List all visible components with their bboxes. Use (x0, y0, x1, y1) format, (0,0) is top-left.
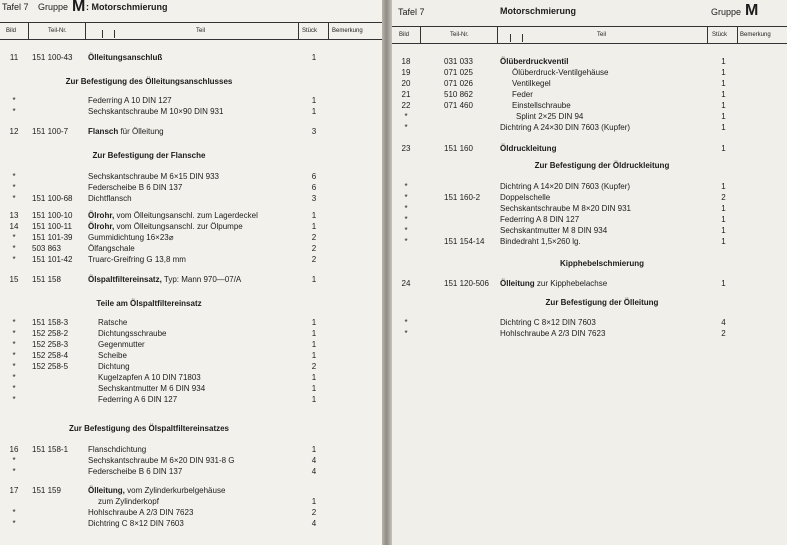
part-description (98, 383, 205, 394)
page-header (0, 0, 382, 18)
part-description-text: Sechskantmutter M 6 DIN 934 (98, 384, 206, 393)
table-row (392, 317, 787, 328)
part-number: 151 100-43 (32, 53, 73, 62)
part-description-text: Dichtring A 24×30 DIN 7603 (Kupfer) (500, 123, 631, 132)
bild-number: * (12, 318, 16, 327)
part-description (500, 317, 596, 328)
part-description (500, 56, 568, 67)
part-description (88, 444, 146, 455)
bild-number: 14 (9, 222, 19, 231)
col-bemerkung: Bemerkung (740, 32, 771, 38)
table-row (0, 232, 382, 243)
part-description (88, 221, 243, 232)
table-row (392, 78, 787, 89)
bild-number: 22 (401, 101, 411, 110)
part-description-text: Gummidichtung 16×23⌀ (88, 233, 174, 242)
part-description (98, 350, 127, 361)
part-number: 151 160-2 (444, 193, 481, 202)
part-description (500, 278, 607, 289)
bild-number: * (12, 329, 16, 338)
part-description (88, 518, 184, 529)
part-description-text: Hohlschraube A 2/3 DIN 7623 (88, 508, 194, 517)
part-description-text: Kugelzapfen A 10 DIN 71803 (98, 373, 201, 382)
quantity: 4 (311, 456, 317, 465)
part-description-text: Ölfangschale (88, 244, 135, 253)
quantity: 1 (721, 112, 726, 121)
bild-number: 18 (401, 57, 411, 66)
part-description (500, 192, 550, 203)
part-description (500, 236, 581, 247)
quantity: 2 (311, 233, 317, 242)
table-row (392, 203, 787, 214)
part-number: 151 100-10 (32, 211, 73, 220)
bild-number: * (12, 395, 16, 404)
quantity: 2 (311, 362, 317, 371)
quantity: 4 (311, 519, 317, 528)
table-row (392, 111, 787, 122)
table-row (0, 339, 382, 350)
table-row (392, 214, 787, 225)
bild-number: 23 (401, 144, 411, 153)
bild-number: * (12, 362, 16, 371)
part-description-text: Einstellschraube (512, 101, 571, 110)
table-row (0, 372, 382, 383)
part-description-text: Doppelschelle (500, 193, 551, 202)
part-description (88, 126, 164, 137)
part-number: 151 100-11 (32, 222, 72, 231)
table-row (0, 466, 382, 477)
part-number: 151 158-3 (32, 318, 69, 327)
part-description-text: zum Zylinderkopf (98, 497, 159, 506)
part-description-text: Ventilkegel (512, 79, 551, 88)
bild-number: 24 (401, 279, 411, 288)
part-description (88, 95, 172, 106)
bild-number: * (404, 112, 408, 121)
quantity: 1 (721, 68, 726, 77)
table-row (0, 126, 382, 137)
quantity: 3 (311, 127, 317, 136)
part-description-text: Dichtring C 8×12 DIN 7603 (88, 519, 184, 528)
part-description-bold: Ölrohr, (88, 222, 115, 231)
quantity: 1 (311, 373, 317, 382)
table-row (392, 143, 787, 154)
tafel-label: Tafel 7 (2, 2, 29, 12)
table-row (0, 317, 382, 328)
part-description (500, 143, 556, 154)
right-page (392, 0, 787, 545)
quantity: 1 (721, 90, 726, 99)
part-description (88, 254, 186, 265)
part-description-text: für Ölleitung (118, 127, 164, 136)
part-number: 152 258-5 (32, 362, 69, 371)
table-row (0, 383, 382, 394)
table-row (392, 225, 787, 236)
book-gutter (382, 0, 392, 545)
part-number: 503 863 (32, 244, 61, 253)
quantity: 1 (311, 329, 317, 338)
part-description (98, 339, 145, 350)
part-description (98, 361, 130, 372)
part-description (88, 193, 132, 204)
part-description-text: Sechskantschraube M 6×20 DIN 931-8 G (88, 456, 235, 465)
col-bild: Bild (399, 32, 410, 38)
part-description-text: zur Kipphebelachse (534, 279, 608, 288)
section-heading: Zur Befestigung des Ölleitungsanschlusses (65, 77, 233, 86)
part-description (88, 455, 235, 466)
table-row (392, 100, 787, 111)
col-teil: Teil (196, 28, 206, 34)
part-description-text: Federring A 6 DIN 127 (98, 395, 178, 404)
part-description-text: Hohlschraube A 2/3 DIN 7623 (500, 329, 606, 338)
part-number: 152 258-3 (32, 340, 69, 349)
quantity: 1 (721, 101, 726, 110)
part-description (98, 317, 127, 328)
part-description-text: Federscheibe B 6 DIN 137 (88, 467, 183, 476)
quantity: 1 (721, 237, 726, 246)
quantity: 2 (311, 244, 317, 253)
table-row (392, 122, 787, 133)
table-row (0, 518, 382, 529)
quantity: 1 (721, 215, 726, 224)
part-number: 071 460 (444, 101, 473, 110)
part-description-bold: Ölleitung, (88, 486, 125, 495)
bild-number: * (12, 183, 16, 192)
part-number: 152 258-4 (32, 351, 69, 360)
bild-number: * (404, 226, 408, 235)
part-description (98, 328, 166, 339)
part-description-text: Ölüberdruckventil (500, 57, 569, 66)
part-description-text: Dichtung (98, 362, 130, 371)
part-description-text: Dichtring A 14×20 DIN 7603 (Kupfer) (500, 182, 631, 191)
part-description-text: vom Zylinderkurbelgehäuse (124, 486, 226, 495)
table-row (0, 106, 382, 117)
part-number: 151 100-7 (32, 127, 69, 136)
quantity: 1 (721, 226, 726, 235)
table-row (0, 350, 382, 361)
quantity: 4 (721, 318, 726, 327)
part-description-text: Federring A 8 DIN 127 (500, 215, 580, 224)
table-row (0, 328, 382, 339)
part-description-text: Ölüberdruck-Ventilgehäuse (512, 68, 609, 77)
bild-number: 21 (401, 90, 411, 99)
part-description (500, 328, 605, 339)
part-description (88, 485, 225, 496)
part-description-text: Federscheibe B 6 DIN 137 (88, 183, 183, 192)
table-row (0, 254, 382, 265)
quantity: 1 (311, 340, 317, 349)
section-heading: Zur Befestigung der Flansche (92, 151, 206, 160)
table-row (392, 181, 787, 192)
part-description-text: vom Ölleitungsanschl. zum Lagerdeckel (114, 211, 258, 220)
part-description-text: Sechskantschraube M 10×90 DIN 931 (88, 107, 224, 116)
part-number: 151 120-506 (444, 279, 489, 288)
bild-number: * (12, 351, 16, 360)
table-row (0, 485, 382, 496)
part-description-text: Truarc-Greifring G 13,8 mm (88, 255, 186, 264)
part-description-text: Flanschdichtung (88, 445, 147, 454)
part-description-text: Sechskantschraube M 8×20 DIN 931 (500, 204, 631, 213)
part-description (88, 466, 182, 477)
part-number: 031 033 (444, 57, 473, 66)
table-row (0, 361, 382, 372)
part-number: 071 025 (444, 68, 473, 77)
quantity: 1 (721, 79, 726, 88)
part-description (88, 171, 219, 182)
table-row (392, 56, 787, 67)
part-description-text: Dichtflansch (88, 194, 132, 203)
table-row (0, 507, 382, 518)
tafel-label: Tafel 7 (398, 7, 425, 17)
left-page (0, 0, 382, 545)
bild-number: 17 (9, 486, 19, 495)
part-number: 152 258-2 (32, 329, 69, 338)
quantity: 3 (311, 194, 317, 203)
quantity: 1 (311, 275, 317, 284)
part-description-text: Bindedraht 1,5×260 lg. (500, 237, 581, 246)
part-description-bold: Ölleitung (500, 279, 535, 288)
part-description (500, 214, 579, 225)
quantity: 1 (311, 384, 317, 393)
col-teil-nr: Teil-Nr. (48, 28, 67, 34)
quantity: 2 (721, 329, 726, 338)
bild-number: * (12, 96, 16, 105)
part-number: 151 154-14 (444, 237, 485, 246)
part-description (88, 52, 162, 63)
page-title: : Motorschmierung (86, 2, 168, 12)
quantity: 1 (311, 318, 317, 327)
quantity: 6 (311, 172, 317, 181)
part-description-bold: Ölrohr, (88, 211, 115, 220)
part-description-text: Ölleitungsanschluß (88, 53, 163, 62)
part-description-text: Öldruckleitung (500, 144, 557, 153)
section-heading: Teile am Ölspaltfiltereinsatz (96, 299, 202, 308)
col-stueck: Stück (712, 32, 728, 38)
table-row (0, 444, 382, 455)
page-title: Motorschmierung (500, 6, 577, 16)
quantity: 2 (721, 193, 726, 202)
quantity: 1 (311, 351, 317, 360)
bild-number: * (404, 215, 408, 224)
part-number: 151 158 (32, 275, 61, 284)
table-row (0, 394, 382, 405)
quantity: 1 (311, 96, 317, 105)
part-number: 151 100-68 (32, 194, 73, 203)
part-description-text: Federring A 10 DIN 127 (88, 96, 172, 105)
col-stueck: Stück (302, 28, 318, 34)
bild-number: * (404, 329, 408, 338)
part-description-text: Dichtring C 8×12 DIN 7603 (500, 318, 596, 327)
table-row (392, 236, 787, 247)
part-description (98, 496, 159, 507)
bild-number: * (12, 384, 16, 393)
table-row (0, 221, 382, 232)
part-description (516, 111, 583, 122)
quantity: 1 (721, 144, 726, 153)
bild-number: 13 (9, 211, 19, 220)
table-row (392, 278, 787, 289)
bild-number: * (404, 182, 408, 191)
part-description (88, 507, 193, 518)
table-row (0, 274, 382, 285)
table-row (392, 89, 787, 100)
table-header (392, 26, 787, 44)
bild-number: * (12, 194, 16, 203)
bild-number: * (404, 237, 408, 246)
part-description-text: Splint 2×25 DIN 94 (516, 112, 584, 121)
table-row (0, 243, 382, 254)
table-row (392, 192, 787, 203)
bild-number: 19 (401, 68, 411, 77)
page-header (392, 4, 787, 22)
part-description (98, 394, 177, 405)
table-row (0, 182, 382, 193)
part-description-text: Sechskantmutter M 8 DIN 934 (500, 226, 608, 235)
part-description-bold: Ölspaltfiltereinsatz, (88, 275, 162, 284)
quantity: 1 (311, 222, 317, 231)
table-row (0, 455, 382, 466)
bild-number: * (404, 204, 408, 213)
bild-number: * (404, 193, 408, 202)
part-number: 151 101-42 (32, 255, 73, 264)
quantity: 1 (311, 107, 317, 116)
quantity: 1 (311, 395, 317, 404)
bild-number: * (12, 172, 16, 181)
section-heading: Zur Befestigung des Ölspaltfiltereinsatzes (68, 424, 230, 433)
bild-number: * (404, 123, 408, 132)
part-description-text: Gegenmutter (98, 340, 145, 349)
part-description-text: Dichtungsschraube (98, 329, 167, 338)
table-header (0, 22, 382, 40)
bild-number: * (12, 233, 16, 242)
table-row (0, 210, 382, 221)
col-teil-nr: Teil-Nr. (450, 32, 469, 38)
part-description-text: Sechskantschraube M 6×15 DIN 933 (88, 172, 219, 181)
quantity: 1 (311, 211, 317, 220)
part-number: 151 158-1 (32, 445, 69, 454)
part-description-text: Typ: Mann 970—07/A (161, 275, 242, 284)
part-description (512, 100, 571, 111)
part-description (98, 372, 201, 383)
quantity: 4 (311, 467, 317, 476)
part-number: 151 101-39 (32, 233, 73, 242)
part-description (500, 203, 631, 214)
part-description (500, 122, 630, 133)
part-number: 071 026 (444, 79, 473, 88)
part-description-bold: Flansch (88, 127, 119, 136)
table-row (392, 328, 787, 339)
bild-number: * (12, 508, 16, 517)
bild-number: 12 (9, 127, 19, 136)
bild-number: * (12, 456, 16, 465)
gruppe-letter: M (745, 2, 759, 19)
bild-number: 11 (9, 53, 19, 62)
quantity: 1 (721, 123, 726, 132)
table-row (0, 193, 382, 204)
quantity: 1 (311, 445, 317, 454)
quantity: 2 (311, 508, 317, 517)
table-row (0, 171, 382, 182)
part-description-text: Ratsche (98, 318, 128, 327)
quantity: 1 (721, 279, 726, 288)
part-description (88, 232, 174, 243)
part-description (88, 210, 258, 221)
part-description (500, 225, 607, 236)
quantity: 1 (721, 57, 726, 66)
table-row (0, 52, 382, 63)
col-bild: Bild (6, 28, 17, 34)
bild-number: * (12, 467, 16, 476)
part-description (88, 243, 135, 254)
section-heading: Zur Befestigung der Öldruckleitung (534, 161, 670, 170)
bild-number: 20 (401, 79, 411, 88)
bild-number: * (12, 244, 16, 253)
bild-number: * (404, 318, 408, 327)
part-description (88, 106, 223, 117)
quantity: 2 (311, 255, 317, 264)
bild-number: * (12, 107, 16, 116)
part-description (512, 78, 551, 89)
part-description (88, 274, 241, 285)
gruppe-letter: M (72, 0, 86, 15)
part-description-text: Scheibe (98, 351, 127, 360)
part-number: 151 160 (444, 144, 473, 153)
part-description (512, 89, 533, 100)
bild-number: * (12, 519, 16, 528)
quantity: 1 (311, 53, 317, 62)
bild-number: 16 (9, 445, 19, 454)
part-number: 510 862 (444, 90, 473, 99)
bild-number: * (12, 373, 16, 382)
gruppe-label: Gruppe (38, 2, 69, 12)
part-number: 151 159 (32, 486, 61, 495)
part-description (512, 67, 609, 78)
table-row (392, 67, 787, 78)
bild-number: * (12, 255, 16, 264)
col-teil: Teil (597, 32, 607, 38)
quantity: 6 (311, 183, 317, 192)
section-heading: Zur Befestigung der Ölleitung (545, 298, 659, 307)
part-description (500, 181, 630, 192)
table-row (0, 95, 382, 106)
bild-number: * (12, 340, 16, 349)
part-description (88, 182, 182, 193)
quantity: 1 (721, 182, 726, 191)
section-heading: Kipphebelschmierung (559, 259, 644, 268)
quantity: 1 (311, 497, 317, 506)
quantity: 1 (721, 204, 726, 213)
gruppe-label: Gruppe (711, 7, 742, 17)
col-bemerkung: Bemerkung (332, 28, 363, 34)
bild-number: 15 (9, 275, 19, 284)
part-description-text: vom Ölleitungsanschl. zur Ölpumpe (114, 222, 243, 231)
part-description-text: Feder (512, 90, 533, 99)
table-row (0, 496, 382, 507)
